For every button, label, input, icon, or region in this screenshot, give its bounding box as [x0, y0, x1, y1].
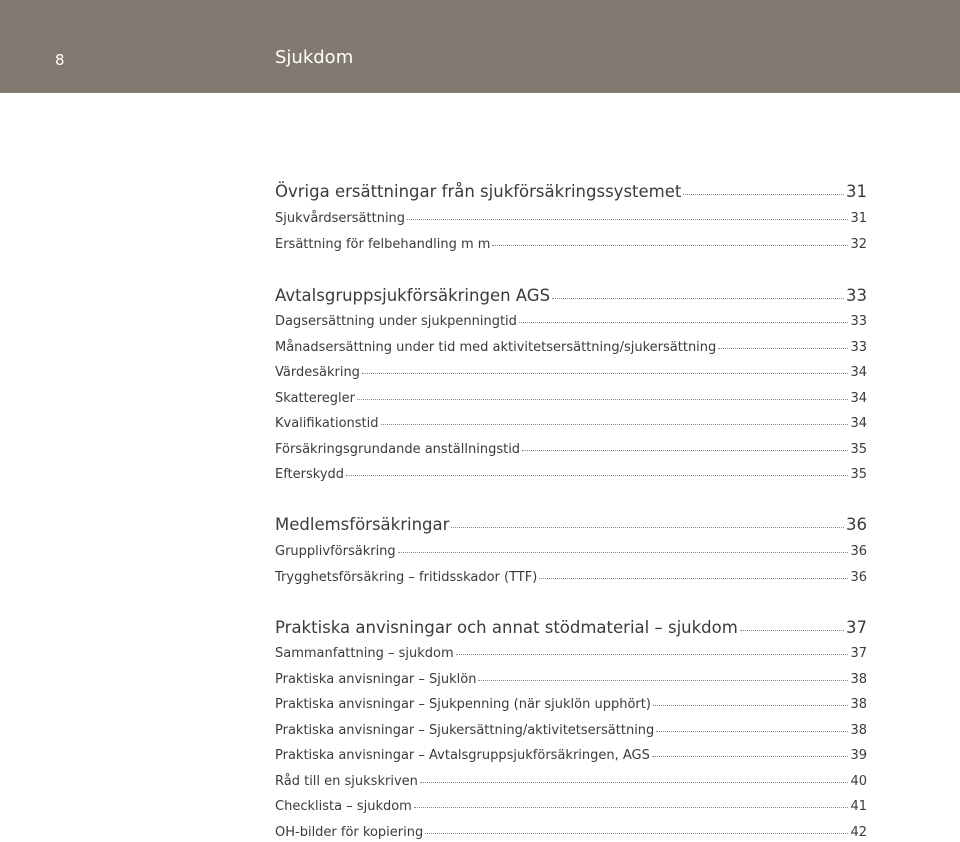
toc-entry	[275, 210, 867, 227]
toc-entry	[275, 415, 867, 432]
toc-label: Grupplivförsäkring	[275, 544, 396, 559]
dot-leader	[451, 527, 844, 528]
toc-page-number: 38	[850, 723, 867, 738]
page-number: 8	[55, 51, 65, 69]
toc-entry	[275, 364, 867, 381]
toc-page-number: 32	[850, 237, 867, 252]
toc-label: Medlemsförsäkringar	[275, 515, 450, 534]
dot-leader	[357, 399, 848, 400]
toc-heading	[275, 617, 867, 638]
toc-label: Försäkringsgrundande anställningstid	[275, 442, 521, 457]
toc-label: Ersättning för felbehandling m m	[275, 237, 491, 252]
toc-heading	[275, 181, 867, 202]
dot-leader	[683, 194, 844, 195]
toc-page-number: 34	[850, 391, 867, 406]
toc-label: Övriga ersättningar från sjukförsäkringssystemet	[275, 182, 682, 201]
toc-label: Värdesäkring	[275, 365, 360, 380]
dot-leader	[740, 630, 844, 631]
toc-heading	[275, 514, 867, 535]
toc-entry	[275, 236, 867, 253]
chapter-title: Sjukdom	[275, 47, 354, 68]
toc-page-number: 33	[850, 340, 867, 355]
toc-entry	[275, 339, 867, 356]
dot-leader	[425, 833, 848, 834]
toc-entry	[275, 543, 867, 560]
toc-label: Praktiska anvisningar – Avtalsgruppsjukförsäkringen, AGS	[275, 748, 650, 763]
toc-heading	[275, 285, 867, 306]
page-header	[0, 0, 960, 93]
toc-page-number: 33	[850, 314, 867, 329]
toc-page-number: 38	[850, 697, 867, 712]
dot-leader	[519, 322, 849, 323]
toc-page-number: 34	[850, 416, 867, 431]
dot-leader	[539, 578, 848, 579]
toc-page-number: 39	[850, 748, 867, 763]
toc-page-number: 31	[850, 211, 867, 226]
toc-label: Skatteregler	[275, 391, 355, 406]
dot-leader	[552, 298, 844, 299]
dot-leader	[398, 552, 849, 553]
toc-entry	[275, 569, 867, 586]
toc-label: Praktiska anvisningar – Sjukersättning/aktivitetsersättning	[275, 723, 655, 738]
toc-entry	[275, 747, 867, 764]
toc-entry	[275, 466, 867, 483]
toc-page-number: 31	[846, 182, 867, 201]
toc-page-number: 41	[850, 799, 867, 814]
toc-page-number: 42	[850, 825, 867, 840]
toc-page-number: 35	[850, 467, 867, 482]
toc-page-number: 36	[850, 570, 867, 585]
toc-page-number: 37	[846, 618, 867, 637]
dot-leader	[478, 680, 848, 681]
toc-label: Efterskydd	[275, 467, 345, 482]
toc-page-number: 35	[850, 442, 867, 457]
dot-leader	[414, 807, 849, 808]
toc-page-number: 36	[846, 515, 867, 534]
toc-label: Dagsersättning under sjukpenningtid	[275, 314, 517, 329]
toc-entry	[275, 671, 867, 688]
dot-leader	[407, 219, 848, 220]
toc-page-number: 33	[846, 286, 867, 305]
toc-entry	[275, 696, 867, 713]
toc-entry	[275, 390, 867, 407]
dot-leader	[346, 475, 848, 476]
toc-label: Kvalifikationstid	[275, 416, 379, 431]
toc-label: Checklista – sjukdom	[275, 799, 412, 814]
toc-page-number: 40	[850, 774, 867, 789]
toc-entry	[275, 824, 867, 841]
dot-leader	[656, 731, 848, 732]
dot-leader	[362, 373, 849, 374]
toc-entry	[275, 722, 867, 739]
toc-label: Praktiska anvisningar och annat stödmaterial – sjukdom	[275, 618, 738, 637]
toc-label: Trygghetsförsäkring – fritidsskador (TTF)	[275, 570, 538, 585]
toc-label: Månadsersättning under tid med aktivitetsersättning/sjukersättning	[275, 340, 717, 355]
toc-label: Sammanfattning – sjukdom	[275, 646, 454, 661]
toc-page-number: 34	[850, 365, 867, 380]
toc-entry	[275, 313, 867, 330]
toc-entry	[275, 441, 867, 458]
toc-page-number: 38	[850, 672, 867, 687]
dot-leader	[381, 424, 849, 425]
toc-label: OH-bilder för kopiering	[275, 825, 424, 840]
dot-leader	[653, 705, 849, 706]
toc-label: Praktiska anvisningar – Sjuklön	[275, 672, 477, 687]
toc-label: Praktiska anvisningar – Sjukpenning (när sjuklön upphört)	[275, 697, 651, 712]
toc-label: Sjukvårdsersättning	[275, 211, 406, 226]
dot-leader	[420, 782, 849, 783]
dot-leader	[652, 756, 849, 757]
dot-leader	[456, 654, 849, 655]
toc-page-number: 36	[850, 544, 867, 559]
dot-leader	[718, 348, 848, 349]
dot-leader	[492, 245, 848, 246]
dot-leader	[522, 450, 848, 451]
toc-entry	[275, 798, 867, 815]
toc-page-number: 37	[850, 646, 867, 661]
toc-entry	[275, 773, 867, 790]
toc-entry	[275, 645, 867, 662]
toc-label: Avtalsgruppsjukförsäkringen AGS	[275, 286, 551, 305]
toc-label: Råd till en sjukskriven	[275, 774, 418, 789]
